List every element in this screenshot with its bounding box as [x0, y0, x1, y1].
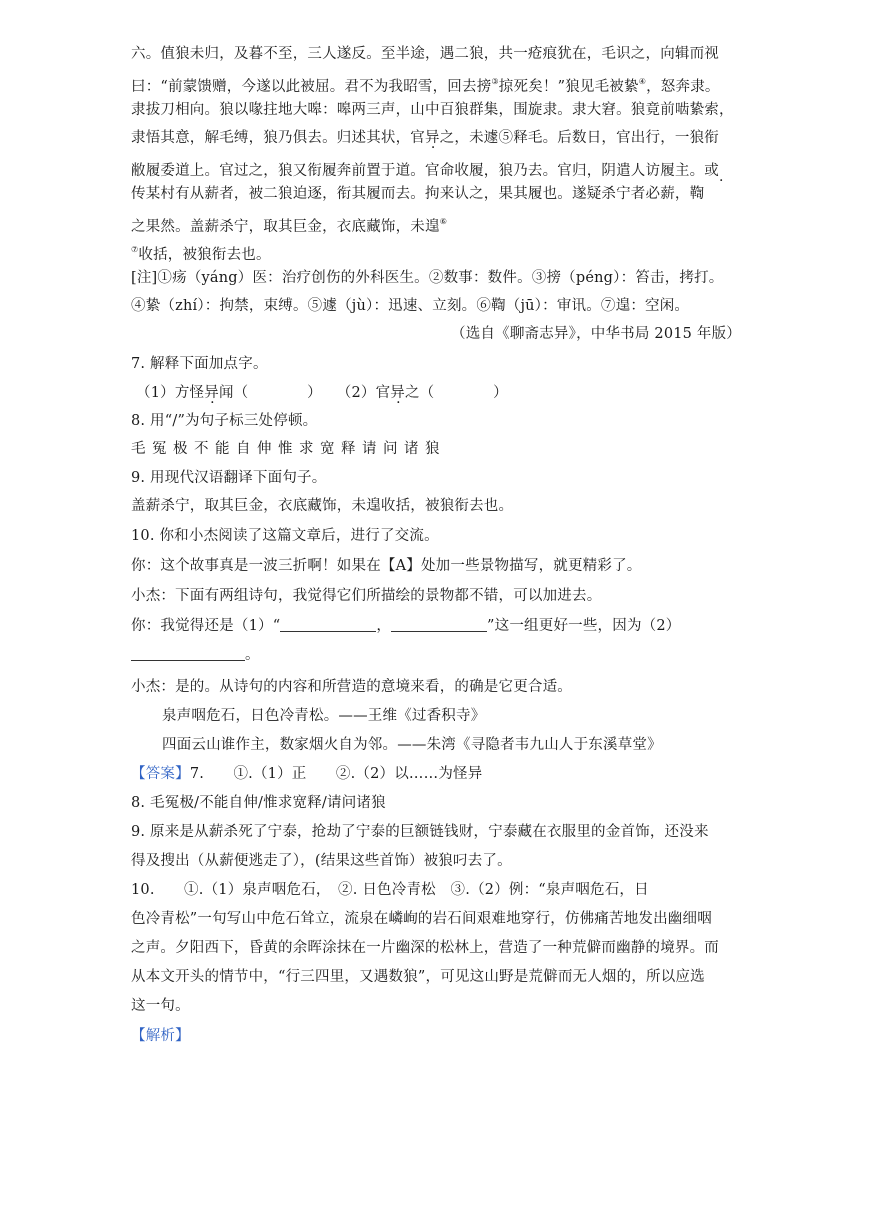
note-line-1: [注]①疡（yáng）医：治疗创伤的外科医生。②数事：数件。③搒（péng）：笞击，拷打。	[131, 270, 724, 286]
answer-9-line-2: 得及搜出（从薪便逃走了），(结果这些首饰）被狼叼去了。	[131, 853, 512, 869]
question-7-items: （1）方怪异闻（ ） （2）官异之（ ）	[136, 385, 508, 401]
question-9: 9. 用现代汉语翻译下面句子。	[131, 470, 327, 486]
fill-blank-1[interactable]	[280, 617, 376, 632]
poem-2: 四面云山谁作主，数家烟火自为邻。——朱湾《寻隐者韦九山人于东溪草堂》	[162, 737, 662, 753]
fill-blank-3[interactable]	[131, 646, 245, 661]
question-10: 10. 你和小杰阅读了这篇文章后，进行了交流。	[131, 528, 439, 544]
answer-10-line-4: 从本文开头的情节中，“行三四里，又遇数狼”，可见这山野是荒僻而无人烟的，所以应选	[131, 969, 705, 985]
passage-line-5: 敝履委道上。官过之，狼又衔履奔前置于道。官命收履，狼乃去。官归，阴遣人访履主。或	[131, 163, 719, 179]
passage-line-2: 曰：“前蒙馈赠，今遂以此被屈。君不为我昭雪，回去搒③掠死矣！”狼见毛被絷④，怒奔隶。	[131, 77, 720, 95]
answer-10-line-3: 之声。夕阳西下，昏黄的余晖涂抹在一片幽深的松林上，营造了一种荒僻而幽静的境界。而	[131, 940, 719, 956]
question-9-sentence: 盖薪杀宁，取其巨金，衣底藏饰，未遑收括，被狼衔去也。	[131, 498, 514, 514]
footnote-marker-6: ⑥	[439, 217, 448, 226]
passage-line-1: 六。值狼未归，及暮不至，三人遂反。至半途，遇二狼，共一疮痕犹在，毛识之，向辑而视	[131, 46, 719, 62]
footnote-marker-7: ⑦	[131, 245, 139, 254]
dialogue-3-cont: 。	[131, 646, 260, 664]
question-8: 8. 用“/”为句子标三处停顿。	[131, 413, 318, 429]
dialogue-4: 小杰：是的。从诗句的内容和所营造的意境来看，的确是它更合适。	[131, 679, 572, 695]
question-8-sentence: 毛冤极不能自伸惟求宽释请问诸狼	[131, 441, 446, 457]
passage-line-8: ⑦收括，被狼衔去也。	[131, 245, 271, 263]
fill-blank-2[interactable]	[391, 617, 487, 632]
dialogue-1: 你：这个故事真是一波三折啊！如果在【A】处加一些景物描写，就更精彩了。	[131, 558, 642, 574]
passage-line-3: 隶拔刀相向。狼以喙拄地大嗥：嗥两三声，山中百狼群集，围旋隶。隶大窘。狼竟前啮絷索，	[131, 102, 734, 118]
poem-1: 泉声咽危石，日色冷青松。——王维《过香积寺》	[162, 708, 486, 724]
source-citation: （选自《聊斋志异》，中华书局 2015 年版）	[451, 326, 741, 342]
answer-9-line-1: 9. 原来是从薪杀死了宁泰，抢劫了宁泰的巨额链钱财，宁泰藏在衣服里的金首饰，还没来	[131, 824, 709, 840]
answer-10-line-5: 这一句。	[131, 998, 190, 1014]
answer-tag: 【答案】	[131, 766, 190, 782]
dialogue-3: 你：我觉得还是（1）“ ， ”这一组更好一些，因为（2）	[131, 618, 681, 634]
question-7: 7. 解释下面加点字。	[131, 356, 268, 372]
passage-line-4: 隶悟其意，解毛缚，狼乃俱去。归述其状，官异之，未遽⑤释毛。后数日，官出行，一狼衔	[131, 130, 720, 146]
answer-10-line-1: 10. ①.（1）泉声咽危石， ②. 日色冷青松 ③.（2）例：“泉声咽危石，日	[131, 882, 649, 898]
note-line-2: ④絷（zhí）：拘禁，束缚。⑤遽（jù）：迅速、立刻。⑥鞫（jū）：审讯。⑦遑：空闲。	[131, 298, 690, 314]
footnote-marker-3: ③	[491, 77, 499, 86]
answer-7: 【答案】7. ①.（1）正 ②.（2）以……为怪异	[131, 766, 483, 782]
passage-line-7: 之果然。盖薪杀宁，取其巨金，衣底藏饰，未遑⑥	[131, 217, 448, 235]
footnote-marker-4: ④	[638, 77, 647, 86]
answer-8: 8. 毛冤极/不能自伸/惟求宽释/请问诸狼	[131, 795, 386, 811]
passage-line-6: 传某村有从薪者，被二狼迫逐，衔其履而去。拘来认之，果其履也。遂疑杀宁者必薪，鞫	[131, 186, 705, 202]
dialogue-2: 小杰：下面有两组诗句，我觉得它们所描绘的景物都不错，可以加进去。	[131, 588, 602, 604]
analysis-tag: 【解析】	[131, 1028, 190, 1044]
answer-10-line-2: 色冷青松”一句写山中危石耸立，流泉在嶙峋的岩石间艰难地穿行，仿佛痛苦地发出幽细咽	[131, 911, 712, 927]
